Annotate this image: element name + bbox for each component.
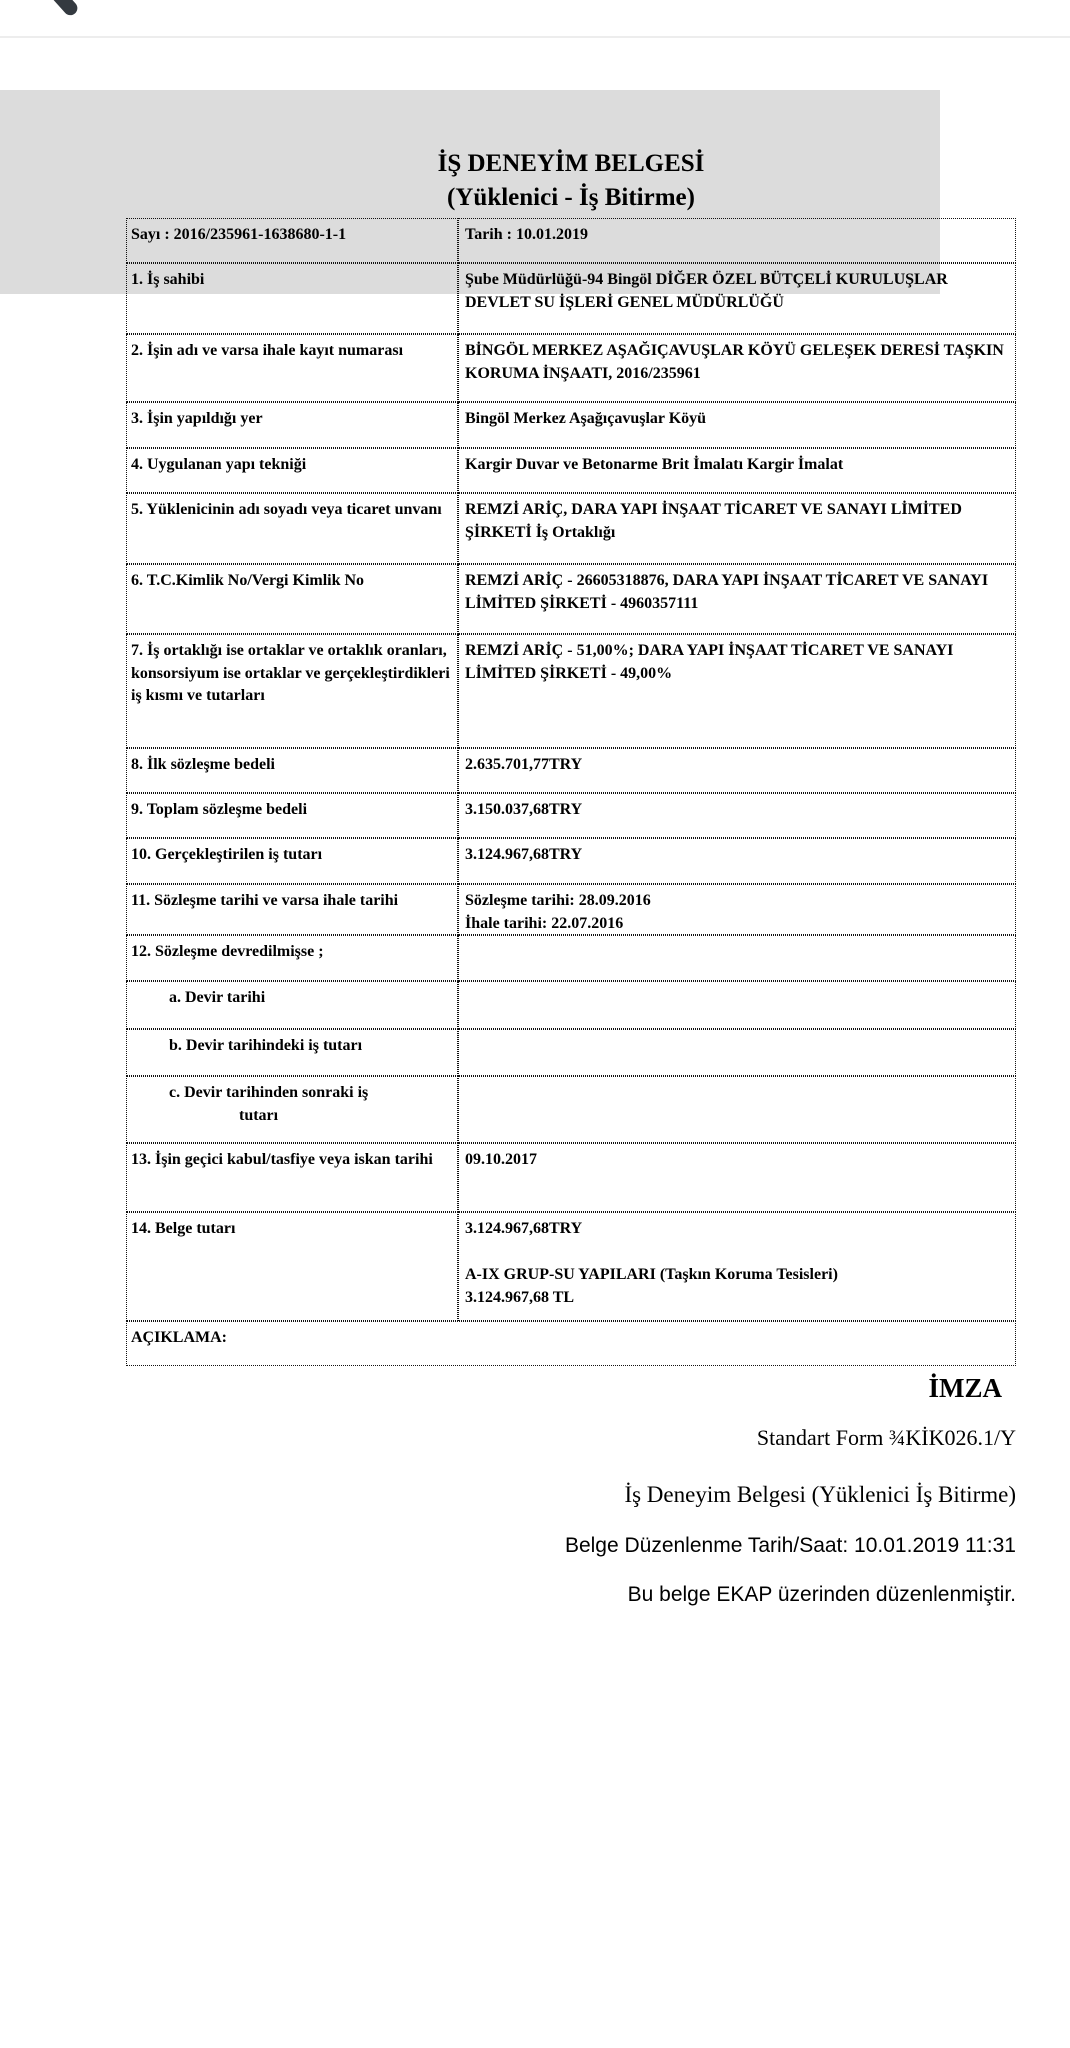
sayi-cell: Sayı : 2016/235961-1638680-1-1 bbox=[126, 218, 458, 263]
row-11-value-line2: İhale tarihi: 22.07.2016 bbox=[465, 915, 624, 932]
row-6-value: REMZİ ARİÇ - 26605318876, DARA YAPI İNŞAAT TİCARET VE SANAYI LİMİTED ŞİRKETİ - 4960357111 bbox=[458, 564, 1016, 634]
certificate-table bbox=[126, 218, 1016, 1366]
row-b-value bbox=[458, 1029, 1016, 1076]
row-4-yapi-teknigi bbox=[126, 448, 1016, 493]
row-1-is-sahibi bbox=[126, 263, 1016, 334]
row-c-label bbox=[126, 1076, 458, 1143]
row-8-label: 8. İlk sözleşme bedeli bbox=[126, 748, 458, 793]
row-3-value: Bingöl Merkez Aşağıçavuşlar Köyü bbox=[458, 402, 1016, 448]
row-10-gerceklestirilen bbox=[126, 838, 1016, 884]
row-14-value-line3: A-IX GRUP-SU YAPILARI (Taşkın Koruma Tesisleri) bbox=[465, 1266, 838, 1283]
standart-form-number: Standart Form ¾KİK026.1/Y bbox=[756, 1425, 1016, 1450]
row-3-label: 3. İşin yapıldığı yer bbox=[126, 402, 458, 448]
row-14-value-line4: 3.124.967,68 TL bbox=[465, 1289, 575, 1306]
row-9-label: 9. Toplam sözleşme bedeli bbox=[126, 793, 458, 838]
row-10-value: 3.124.967,68TRY bbox=[458, 838, 1016, 884]
row-6-label: 6. T.C.Kimlik No/Vergi Kimlik No bbox=[126, 564, 458, 634]
app-header-bar bbox=[0, 0, 1070, 38]
row-14-label: 14. Belge tutarı bbox=[126, 1212, 458, 1321]
row-12-label: 12. Sözleşme devredilmişse ; bbox=[126, 935, 458, 981]
row-14-value-line1: 3.124.967,68TRY bbox=[465, 1220, 583, 1237]
row-11-sozlesme-tarihi bbox=[126, 884, 1016, 935]
row-c-value bbox=[458, 1076, 1016, 1143]
back-arrow-icon[interactable] bbox=[46, 0, 80, 18]
row-11-value bbox=[458, 884, 1016, 935]
row-6-kimlik-no bbox=[126, 564, 1016, 634]
row-9-value: 3.150.037,68TRY bbox=[458, 793, 1016, 838]
row-13-gecici-kabul bbox=[126, 1143, 1016, 1212]
row-13-value: 09.10.2017 bbox=[458, 1143, 1016, 1212]
row-b-devir-is-tutari bbox=[126, 1029, 1016, 1076]
row-c-label-line1: c. Devir tarihinden sonraki iş bbox=[169, 1084, 369, 1101]
row-11-value-line1: Sözleşme tarihi: 28.09.2016 bbox=[465, 892, 651, 909]
row-11-label: 11. Sözleşme tarihi ve varsa ihale tarihi bbox=[126, 884, 458, 935]
document-title-line1: İŞ DENEYİM BELGESİ bbox=[437, 150, 705, 177]
row-10-label: 10. Gerçekleştirilen iş tutarı bbox=[126, 838, 458, 884]
row-7-value: REMZİ ARİÇ - 51,00%; DARA YAPI İNŞAAT TİCARET VE SANAYI LİMİTED ŞİRKETİ - 49,00% bbox=[458, 634, 1016, 748]
row-5-label: 5. Yüklenicinin adı soyadı veya ticaret unvanı bbox=[126, 493, 458, 564]
row-c-label-line2: tutarı bbox=[239, 1106, 279, 1124]
row-5-yuklenici bbox=[126, 493, 1016, 564]
row-a-label: a. Devir tarihi bbox=[126, 981, 458, 1029]
row-sayi-tarih bbox=[126, 218, 1016, 263]
row-7-is-ortakligi bbox=[126, 634, 1016, 748]
row-2-isin-adi bbox=[126, 334, 1016, 402]
row-14-value-line2 bbox=[465, 1241, 1012, 1264]
document-title-line2: (Yüklenici - İş Bitirme) bbox=[447, 183, 695, 211]
tarih-cell: Tarih : 10.01.2019 bbox=[458, 218, 1016, 263]
row-2-label: 2. İşin adı ve varsa ihale kayıt numarası bbox=[126, 334, 458, 402]
row-13-label: 13. İşin geçici kabul/tasfiye veya iskan tarihi bbox=[126, 1143, 458, 1212]
row-7-label: 7. İş ortaklığı ise ortaklar ve ortaklık oranları, konsorsiyum ise ortaklar ve gerçekleştirdikleri iş kısmı ve tutarları bbox=[126, 634, 458, 748]
document-footer bbox=[126, 1373, 1016, 1607]
row-aciklama bbox=[126, 1321, 1016, 1366]
row-8-value: 2.635.701,77TRY bbox=[458, 748, 1016, 793]
document-title bbox=[126, 147, 1016, 215]
row-1-label: 1. İş sahibi bbox=[126, 263, 458, 334]
imza-label: İMZA bbox=[928, 1373, 1002, 1403]
row-c-devir-sonraki bbox=[126, 1076, 1016, 1143]
row-4-label: 4. Uygulanan yapı tekniği bbox=[126, 448, 458, 493]
row-12-value bbox=[458, 935, 1016, 981]
row-9-toplam-sozlesme bbox=[126, 793, 1016, 838]
row-12-devredilmisse bbox=[126, 935, 1016, 981]
row-a-value bbox=[458, 981, 1016, 1029]
row-14-value bbox=[458, 1212, 1016, 1321]
issue-datetime: Belge Düzenlenme Tarih/Saat: 10.01.2019 11:31 bbox=[564, 1534, 1016, 1557]
row-a-devir-tarihi bbox=[126, 981, 1016, 1029]
row-b-label: b. Devir tarihindeki iş tutarı bbox=[126, 1029, 458, 1076]
aciklama-cell: AÇIKLAMA: bbox=[126, 1321, 1016, 1366]
row-2-value: BİNGÖL MERKEZ AŞAĞIÇAVUŞLAR KÖYÜ GELEŞEK DERESİ TAŞKIN KORUMA İNŞAATI, 2016/235961 bbox=[458, 334, 1016, 402]
ekap-note: Bu belge EKAP üzerinden düzenlenmiştir. bbox=[627, 1583, 1016, 1606]
row-8-ilk-sozlesme bbox=[126, 748, 1016, 793]
document-type-name: İş Deneyim Belgesi (Yüklenici İş Bitirme) bbox=[624, 1482, 1016, 1507]
row-14-belge-tutari bbox=[126, 1212, 1016, 1321]
row-4-value: Kargir Duvar ve Betonarme Brit İmalatı Kargir İmalat bbox=[458, 448, 1016, 493]
row-3-yapildigi-yer bbox=[126, 402, 1016, 448]
row-5-value: REMZİ ARİÇ, DARA YAPI İNŞAAT TİCARET VE SANAYI LİMİTED ŞİRKETİ İş Ortaklığı bbox=[458, 493, 1016, 564]
row-1-value: Şube Müdürlüğü-94 Bingöl DİĞER ÖZEL BÜTÇELİ KURULUŞLAR DEVLET SU İŞLERİ GENEL MÜDÜRLÜĞÜ bbox=[458, 263, 1016, 334]
